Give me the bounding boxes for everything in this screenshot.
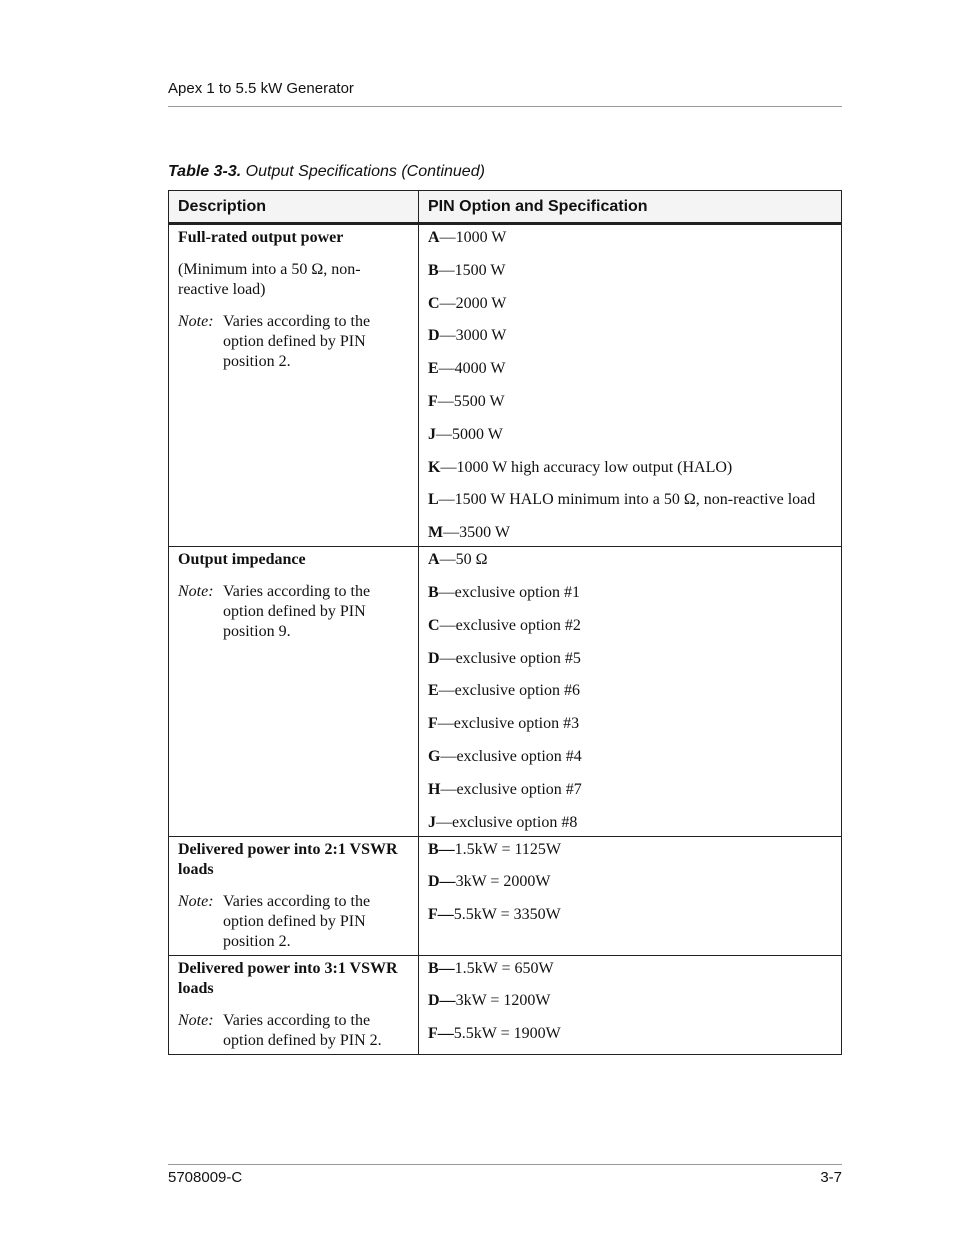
pin-option-code: F— bbox=[428, 906, 454, 924]
note-label: Note: bbox=[178, 313, 214, 330]
pin-option-code: H bbox=[428, 780, 441, 798]
table-caption-text: Output Specifications (Continued) bbox=[245, 163, 485, 180]
pin-option-code: B— bbox=[428, 959, 455, 977]
pin-option bbox=[428, 490, 832, 510]
table-body bbox=[169, 224, 842, 1055]
pin-option-value: 5000 W bbox=[452, 425, 503, 443]
note-label: Note: bbox=[178, 892, 214, 910]
pin-option-separator: — bbox=[439, 616, 456, 634]
spec-title: Delivered power into 2:1 VSWR loads bbox=[178, 840, 398, 878]
pin-option bbox=[428, 905, 832, 925]
pin-option-separator: — bbox=[439, 229, 456, 246]
running-header: Apex 1 to 5.5 kW Generator bbox=[168, 80, 354, 97]
pin-option-code: L bbox=[428, 491, 439, 509]
pin-option-value: 1000 W high accuracy low output (HALO) bbox=[456, 458, 733, 476]
pin-option bbox=[428, 991, 832, 1011]
pin-option-code: J bbox=[428, 425, 436, 443]
pin-option-code: F— bbox=[428, 1025, 454, 1043]
spec-title: Full-rated output power bbox=[178, 229, 344, 246]
pin-option-value: 3500 W bbox=[459, 524, 510, 542]
pin-option bbox=[428, 840, 832, 860]
pin-option bbox=[428, 458, 832, 478]
pin-option bbox=[428, 872, 832, 892]
pin-option-code: F bbox=[428, 392, 438, 410]
pin-option-value: 4000 W bbox=[454, 360, 506, 378]
pin-option-separator: — bbox=[440, 780, 457, 798]
pin-option bbox=[428, 681, 832, 701]
pin-option-code: K bbox=[428, 458, 441, 476]
table-header-row bbox=[169, 191, 842, 224]
table-row bbox=[169, 955, 842, 1054]
spec-title: Delivered power into 3:1 VSWR loads bbox=[178, 959, 398, 997]
pin-option-separator: — bbox=[438, 261, 455, 279]
spec-note bbox=[178, 1011, 409, 1051]
pin-option-value: exclusive option #7 bbox=[456, 780, 582, 798]
table-row bbox=[169, 547, 842, 836]
pin-option bbox=[428, 392, 832, 412]
pin-option-separator: — bbox=[439, 649, 456, 667]
pin-option-separator: — bbox=[440, 747, 457, 765]
spec-note bbox=[178, 582, 409, 642]
pin-option bbox=[428, 228, 832, 248]
pin-option-separator: — bbox=[438, 491, 455, 509]
pin-option-cell bbox=[419, 836, 842, 955]
description-cell bbox=[169, 547, 419, 836]
pin-option-code: C bbox=[428, 616, 440, 634]
pin-option-code: A bbox=[428, 229, 440, 246]
spec-note bbox=[178, 892, 409, 952]
pin-option-code: A bbox=[428, 551, 440, 569]
pin-option bbox=[428, 1024, 832, 1044]
pin-option-separator: — bbox=[437, 715, 454, 733]
pin-option-value: 1500 W HALO minimum into a 50 Ω, non-reactive load bbox=[454, 491, 816, 509]
pin-option-separator: — bbox=[438, 583, 455, 601]
page-number: 3-7 bbox=[820, 1169, 842, 1186]
pin-option-code: E bbox=[428, 360, 439, 378]
pin-option-value: exclusive option #4 bbox=[456, 747, 582, 765]
column-header-description: Description bbox=[169, 191, 419, 224]
note-text: Varies according to the option defined by PIN 2. bbox=[223, 1011, 382, 1049]
spec-note bbox=[178, 312, 409, 372]
pin-option bbox=[428, 425, 832, 445]
pin-option-code: D bbox=[428, 649, 440, 667]
pin-option bbox=[428, 261, 832, 281]
pin-option bbox=[428, 959, 832, 979]
pin-option-value: 1000 W bbox=[455, 229, 507, 246]
pin-option bbox=[428, 326, 832, 346]
pin-option-separator: — bbox=[443, 524, 460, 542]
note-text: Varies according to the option defined by PIN position 2. bbox=[223, 892, 371, 950]
pin-option-separator: — bbox=[438, 682, 455, 700]
pin-option bbox=[428, 714, 832, 734]
pin-option-cell bbox=[419, 224, 842, 547]
pin-option-code: E bbox=[428, 682, 439, 700]
pin-option-value: 3kW = 1200W bbox=[455, 992, 551, 1010]
pin-option-value: 2000 W bbox=[455, 294, 507, 312]
pin-option bbox=[428, 616, 832, 636]
table-row bbox=[169, 836, 842, 955]
pin-option bbox=[428, 523, 832, 543]
pin-option-value: exclusive option #6 bbox=[454, 682, 580, 700]
pin-option-separator: — bbox=[439, 551, 456, 569]
pin-option-separator: — bbox=[436, 813, 452, 831]
document-number: 5708009-C bbox=[168, 1169, 243, 1186]
pin-option-value: exclusive option #1 bbox=[454, 583, 580, 601]
pin-option-separator: — bbox=[440, 458, 457, 476]
pin-option bbox=[428, 583, 832, 603]
pin-option-code: B bbox=[428, 583, 439, 601]
description-cell bbox=[169, 836, 419, 955]
pin-option-separator: — bbox=[436, 425, 452, 443]
pin-option-value: 5500 W bbox=[453, 392, 505, 410]
pin-option-value: 1.5kW = 650W bbox=[454, 959, 554, 977]
pin-option-code: B bbox=[428, 261, 439, 279]
pin-option-code: C bbox=[428, 294, 440, 312]
pin-option-value: exclusive option #3 bbox=[453, 715, 580, 733]
pin-option bbox=[428, 747, 832, 767]
pin-option-code: J bbox=[428, 813, 436, 831]
pin-option-separator: — bbox=[438, 360, 455, 378]
column-header-pin-option: PIN Option and Specification bbox=[419, 191, 842, 224]
pin-option-value: exclusive option #8 bbox=[452, 813, 578, 831]
pin-option bbox=[428, 649, 832, 669]
table-caption bbox=[168, 163, 485, 181]
pin-option-code: M bbox=[428, 524, 444, 542]
spec-condition: (Minimum into a 50 Ω, non-reactive load) bbox=[178, 261, 361, 298]
pin-option-value: 3kW = 2000W bbox=[455, 873, 551, 891]
pin-option-value: exclusive option #5 bbox=[455, 649, 581, 667]
pin-option-code: D— bbox=[428, 992, 456, 1010]
output-specifications-table bbox=[168, 190, 842, 1055]
pin-option-cell bbox=[419, 955, 842, 1054]
pin-option-code: D bbox=[428, 327, 440, 345]
table-caption-label: Table 3-3. bbox=[168, 163, 242, 180]
pin-option-value: 50 Ω bbox=[455, 551, 488, 569]
pin-option-code: D— bbox=[428, 873, 456, 891]
pin-option-code: F bbox=[428, 715, 438, 733]
pin-option-value: 5.5kW = 1900W bbox=[453, 1025, 561, 1043]
pin-option bbox=[428, 294, 832, 314]
note-label: Note: bbox=[178, 583, 214, 601]
note-text: Varies according to the option defined by PIN position 2. bbox=[223, 313, 371, 370]
pin-option-separator: — bbox=[439, 327, 456, 345]
pin-option-separator: — bbox=[437, 392, 454, 410]
description-cell bbox=[169, 224, 419, 547]
spec-title: Output impedance bbox=[178, 551, 306, 569]
pin-option-value: 1.5kW = 1125W bbox=[454, 840, 562, 858]
pin-option-cell bbox=[419, 547, 842, 836]
pin-option-value: exclusive option #2 bbox=[455, 616, 581, 634]
pin-option bbox=[428, 813, 832, 833]
note-text: Varies according to the option defined by PIN position 9. bbox=[223, 583, 371, 641]
pin-option bbox=[428, 550, 832, 570]
table-row bbox=[169, 224, 842, 547]
pin-option-code: G bbox=[428, 747, 441, 765]
footer-divider bbox=[168, 1164, 842, 1165]
pin-option bbox=[428, 359, 832, 379]
pin-option-separator: — bbox=[439, 294, 456, 312]
description-cell bbox=[169, 955, 419, 1054]
header-divider bbox=[168, 106, 842, 107]
pin-option-value: 1500 W bbox=[454, 261, 506, 279]
pin-option bbox=[428, 780, 832, 800]
pin-option-value: 3000 W bbox=[455, 327, 507, 345]
pin-option-value: 5.5kW = 3350W bbox=[453, 906, 561, 924]
pin-option-code: B— bbox=[428, 840, 455, 858]
note-label: Note: bbox=[178, 1011, 214, 1029]
